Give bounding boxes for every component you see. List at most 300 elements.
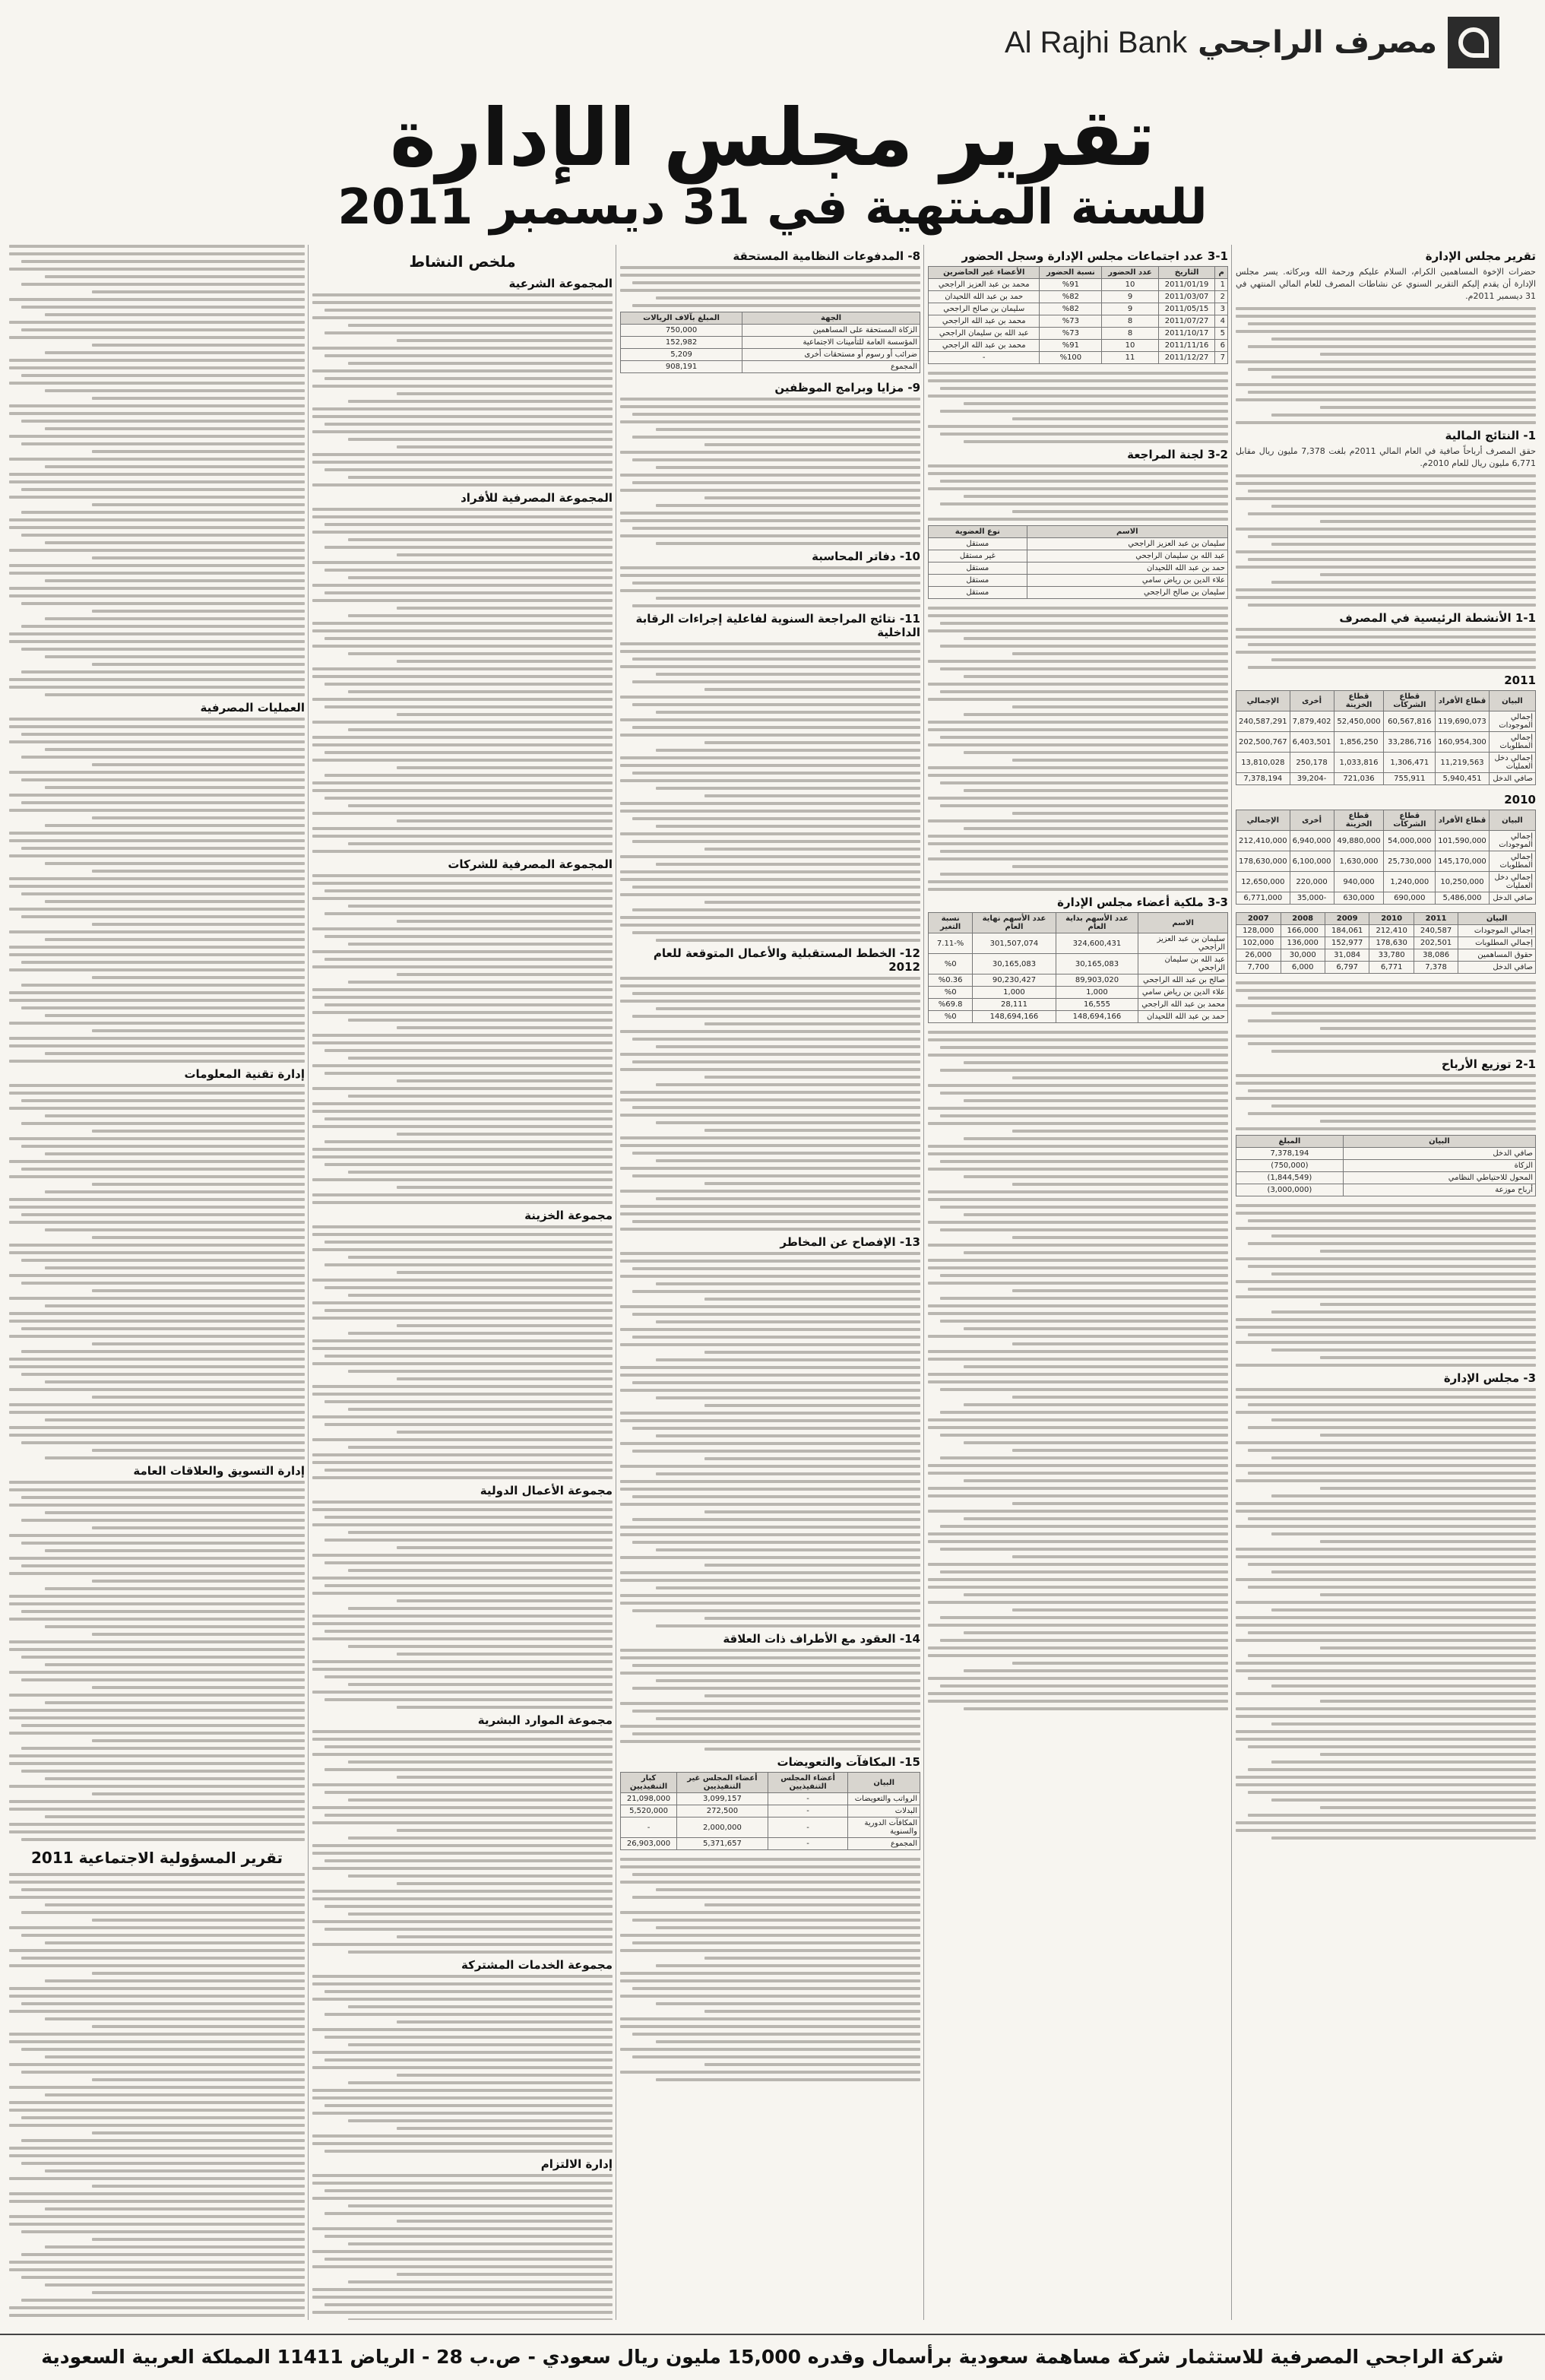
body-text bbox=[312, 2174, 613, 2320]
text-line bbox=[312, 1476, 613, 1479]
table-cell: %73 bbox=[1040, 315, 1102, 328]
text-line bbox=[928, 1038, 1228, 1041]
text-line bbox=[348, 1256, 613, 1259]
text-line bbox=[1248, 1288, 1536, 1291]
text-line bbox=[325, 2212, 613, 2215]
text-line bbox=[9, 1092, 305, 1095]
text-line bbox=[1236, 383, 1536, 386]
text-line bbox=[704, 1694, 920, 1697]
table-cell: 2011/03/07 bbox=[1158, 291, 1215, 303]
text-line bbox=[940, 1069, 1228, 1072]
text-line bbox=[940, 804, 1228, 807]
text-line bbox=[1236, 1829, 1536, 1832]
table-cell: أرباح موزعة bbox=[1343, 1184, 1535, 1196]
text-line bbox=[9, 298, 305, 301]
text-line bbox=[620, 1275, 920, 1278]
text-line bbox=[1236, 497, 1536, 500]
table-row bbox=[929, 999, 1228, 1011]
text-line bbox=[1236, 1616, 1536, 1619]
text-line bbox=[1271, 1012, 1536, 1015]
text-line bbox=[928, 1259, 1228, 1262]
text-line bbox=[9, 1365, 305, 1368]
text-line bbox=[45, 1625, 305, 1628]
text-line bbox=[656, 1586, 920, 1589]
table-cell: 240,587 bbox=[1414, 925, 1458, 937]
text-line bbox=[348, 1569, 613, 1572]
text-line bbox=[1271, 1310, 1536, 1314]
text-line bbox=[620, 1702, 920, 1705]
text-line bbox=[45, 693, 305, 696]
text-line bbox=[1320, 353, 1536, 356]
compensation-table bbox=[620, 1772, 920, 1850]
text-line bbox=[632, 1015, 920, 1018]
text-line bbox=[312, 965, 613, 968]
text-line bbox=[21, 1496, 305, 1499]
text-line bbox=[9, 2147, 305, 2150]
text-line bbox=[45, 655, 305, 658]
text-line bbox=[928, 1122, 1228, 1125]
text-line bbox=[632, 840, 920, 843]
text-line bbox=[620, 2048, 920, 2051]
text-line bbox=[632, 726, 920, 729]
text-line bbox=[325, 2258, 613, 2261]
text-line bbox=[9, 1084, 305, 1087]
text-line bbox=[9, 1198, 305, 1201]
text-line bbox=[312, 430, 613, 433]
text-line bbox=[928, 1586, 1228, 1589]
text-line bbox=[620, 405, 920, 408]
text-line bbox=[312, 1385, 613, 1388]
body-text bbox=[9, 718, 305, 1063]
text-line bbox=[1236, 421, 1536, 424]
text-line bbox=[1248, 1631, 1536, 1634]
text-line bbox=[9, 1411, 305, 1414]
text-line bbox=[928, 1692, 1228, 1695]
table-cell: %0 bbox=[929, 954, 973, 975]
text-line bbox=[312, 584, 613, 587]
section-heading: 3-1 عدد اجتماعات مجلس الإدارة وسجل الحضور bbox=[961, 249, 1228, 263]
text-line bbox=[9, 2200, 305, 2203]
text-line bbox=[9, 435, 305, 438]
table-caption: 2010 bbox=[1504, 793, 1536, 807]
segments-table-2010 bbox=[1236, 810, 1536, 905]
text-line bbox=[325, 1539, 613, 1542]
table-caption: 2011 bbox=[1504, 673, 1536, 687]
text-line bbox=[964, 1517, 1228, 1520]
table-cell: %100 bbox=[1040, 352, 1102, 364]
text-line bbox=[312, 301, 613, 304]
text-line bbox=[704, 1748, 920, 1751]
text-line bbox=[928, 395, 1228, 398]
table-cell: سليمان بن عبد العزيز الراجحي bbox=[1027, 538, 1227, 550]
text-line bbox=[45, 1266, 305, 1269]
text-line bbox=[1248, 558, 1536, 561]
text-line bbox=[21, 733, 305, 736]
text-line bbox=[325, 889, 613, 892]
text-line bbox=[632, 604, 920, 607]
text-line bbox=[1236, 1341, 1536, 1344]
text-line bbox=[928, 880, 1228, 883]
text-line bbox=[1236, 1555, 1536, 1558]
table-cell: إجمالي الموجودات bbox=[1458, 925, 1536, 937]
text-line bbox=[1012, 1502, 1228, 1505]
table-row bbox=[1236, 753, 1536, 773]
table-cell: 301,507,074 bbox=[973, 933, 1056, 954]
section-heading: 12- الخطط المستقبلية والأعمال المتوقعة للعام 2012 bbox=[653, 946, 920, 974]
bank-logo-icon bbox=[1448, 17, 1499, 68]
text-line bbox=[9, 1671, 305, 1674]
text-line bbox=[940, 1114, 1228, 1117]
text-line bbox=[632, 772, 920, 775]
text-line bbox=[620, 398, 920, 401]
text-line bbox=[325, 591, 613, 594]
text-line bbox=[1236, 1396, 1536, 1399]
text-line bbox=[312, 827, 613, 830]
text-line bbox=[21, 1519, 305, 1522]
text-line bbox=[45, 2093, 305, 2096]
text-line bbox=[1271, 1456, 1536, 1459]
table-row bbox=[929, 328, 1228, 340]
text-line bbox=[620, 519, 920, 522]
body-text bbox=[312, 508, 613, 853]
text-line bbox=[632, 1220, 920, 1223]
table-cell: 178,630,000 bbox=[1236, 851, 1290, 872]
table-cell: المكافآت الدورية والسنوية bbox=[848, 1817, 920, 1838]
section-heading: 1-1 الأنشطة الرئيسية في المصرف bbox=[1339, 611, 1536, 625]
text-line bbox=[1236, 1783, 1536, 1786]
text-line bbox=[1271, 338, 1536, 341]
table-header-cell: الجهة bbox=[742, 312, 920, 325]
text-line bbox=[928, 1152, 1228, 1155]
brand-arabic: مصرف الراجحي bbox=[1198, 25, 1437, 60]
text-line bbox=[656, 428, 920, 431]
text-line bbox=[312, 1998, 613, 2001]
body-text bbox=[928, 372, 1228, 443]
table-cell: 2011/07/27 bbox=[1158, 315, 1215, 328]
table-cell: 148,694,166 bbox=[973, 1011, 1056, 1023]
text-line bbox=[21, 1610, 305, 1613]
text-line bbox=[9, 930, 305, 933]
text-line bbox=[312, 561, 613, 564]
table-cell: إجمالي دخل العمليات bbox=[1489, 872, 1535, 892]
text-line bbox=[1236, 1525, 1536, 1528]
text-line bbox=[620, 512, 920, 515]
table-header-row bbox=[929, 267, 1228, 279]
table-cell: 721,036 bbox=[1334, 773, 1384, 785]
text-line bbox=[620, 1412, 920, 1415]
text-line bbox=[45, 389, 305, 392]
text-line bbox=[325, 1630, 613, 1633]
text-line bbox=[45, 2055, 305, 2058]
table-cell: %-7.11 bbox=[929, 933, 973, 954]
section-heading: 9- مزايا وبرامج الموظفين bbox=[774, 381, 920, 395]
segments-table-2011 bbox=[1236, 690, 1536, 785]
text-line bbox=[1236, 1578, 1536, 1581]
text-line bbox=[656, 542, 920, 545]
text-line bbox=[940, 1456, 1228, 1459]
table-row bbox=[1236, 851, 1536, 872]
body-text bbox=[312, 1225, 613, 1479]
text-line bbox=[1271, 1234, 1536, 1238]
text-line bbox=[928, 629, 1228, 632]
text-line bbox=[928, 819, 1228, 822]
table-header-row bbox=[621, 312, 920, 325]
column-divider bbox=[923, 245, 924, 2320]
body-text bbox=[620, 266, 920, 307]
regulatory-payments-table bbox=[620, 312, 920, 373]
text-line bbox=[632, 1710, 920, 1713]
text-line bbox=[928, 1540, 1228, 1543]
text-line bbox=[940, 410, 1228, 413]
table-cell: 25,730,000 bbox=[1384, 851, 1436, 872]
text-line bbox=[1236, 1662, 1536, 1665]
text-line bbox=[397, 339, 613, 342]
text-line bbox=[1236, 1212, 1536, 1215]
table-cell: %91 bbox=[1040, 279, 1102, 291]
text-line bbox=[348, 1683, 613, 1686]
text-line bbox=[312, 1087, 613, 1090]
text-line bbox=[656, 1472, 920, 1475]
text-line bbox=[928, 1084, 1228, 1087]
text-line bbox=[1236, 588, 1536, 591]
text-line bbox=[9, 2261, 305, 2264]
text-line bbox=[620, 855, 920, 858]
text-line bbox=[620, 1366, 920, 1369]
text-line bbox=[9, 1995, 305, 1998]
section-heading: 3-2 لجنة المراجعة bbox=[1127, 448, 1228, 461]
text-line bbox=[312, 1041, 613, 1044]
text-line bbox=[620, 451, 920, 454]
text-line bbox=[45, 1777, 305, 1780]
text-line bbox=[45, 1190, 305, 1193]
text-line bbox=[1320, 1303, 1536, 1306]
text-line bbox=[348, 1171, 613, 1174]
text-line bbox=[312, 2311, 613, 2314]
text-line bbox=[9, 2215, 305, 2218]
body-text bbox=[1236, 1074, 1536, 1130]
table-cell: محمد بن عبد العزيز الراجحي bbox=[929, 279, 1040, 291]
table-row bbox=[621, 1817, 920, 1838]
text-line bbox=[348, 652, 613, 655]
text-line bbox=[704, 1510, 920, 1513]
text-line bbox=[92, 1236, 305, 1239]
text-line bbox=[348, 1913, 613, 1916]
text-line bbox=[348, 1446, 613, 1449]
column-1 bbox=[1236, 245, 1536, 2320]
text-line bbox=[1248, 391, 1536, 394]
text-line bbox=[620, 756, 920, 759]
table-header-cell: التاريخ bbox=[1158, 267, 1215, 279]
text-line bbox=[21, 602, 305, 605]
text-line bbox=[632, 1987, 920, 1990]
table-cell: 30,000 bbox=[1281, 949, 1325, 962]
text-line bbox=[1248, 1517, 1536, 1520]
table-row bbox=[929, 538, 1228, 550]
text-line bbox=[397, 1079, 613, 1082]
text-line bbox=[9, 2124, 305, 2127]
text-line bbox=[9, 2306, 305, 2309]
table-cell: 240,587,291 bbox=[1236, 711, 1290, 732]
table-cell: %82 bbox=[1040, 291, 1102, 303]
table-cell: محمد بن عبد الله الراجحي bbox=[929, 340, 1040, 352]
table-cell: 54,000,000 bbox=[1384, 831, 1436, 851]
text-line bbox=[21, 915, 305, 918]
text-line bbox=[704, 1182, 920, 1185]
text-line bbox=[9, 1602, 305, 1605]
text-line bbox=[9, 1297, 305, 1300]
text-line bbox=[964, 1251, 1228, 1254]
table-header-cell: الإجمالي bbox=[1236, 810, 1290, 831]
text-line bbox=[325, 912, 613, 915]
table-header-cell: عدد الحضور bbox=[1102, 267, 1159, 279]
text-line bbox=[45, 465, 305, 468]
text-line bbox=[632, 817, 920, 820]
text-line bbox=[9, 268, 305, 271]
body-text bbox=[620, 398, 920, 545]
text-line bbox=[348, 2081, 613, 2084]
table-cell: 3,099,157 bbox=[677, 1793, 768, 1805]
text-line bbox=[9, 2268, 305, 2271]
text-line bbox=[45, 748, 305, 751]
text-line bbox=[9, 1022, 305, 1025]
text-line bbox=[325, 935, 613, 938]
text-line bbox=[9, 2223, 305, 2226]
text-line bbox=[21, 1099, 305, 1102]
table-cell: مستقل bbox=[929, 563, 1027, 575]
text-line bbox=[632, 1919, 920, 1922]
text-line bbox=[325, 1263, 613, 1266]
text-line bbox=[21, 1724, 305, 1727]
text-line bbox=[620, 977, 920, 980]
text-line bbox=[312, 1461, 613, 1464]
table-cell: 10 bbox=[1102, 279, 1159, 291]
text-line bbox=[9, 740, 305, 743]
text-line bbox=[348, 2204, 613, 2207]
text-line bbox=[9, 1388, 305, 1391]
report-header bbox=[0, 0, 1545, 236]
table-cell: 10,250,000 bbox=[1436, 872, 1490, 892]
table-row bbox=[1236, 949, 1536, 962]
table-row bbox=[929, 587, 1228, 599]
text-line bbox=[964, 789, 1228, 792]
text-line bbox=[620, 1488, 920, 1491]
table-cell: %91 bbox=[1040, 340, 1102, 352]
table-cell: 1,033,816 bbox=[1334, 753, 1384, 773]
section-heading: 15- المكافآت والتعويضات bbox=[777, 1755, 920, 1769]
text-line bbox=[632, 886, 920, 889]
table-cell: محمد بن عبد الله الراجحي bbox=[929, 315, 1040, 328]
text-line bbox=[21, 1957, 305, 1960]
text-line bbox=[312, 2182, 613, 2185]
text-line bbox=[704, 2010, 920, 2013]
table-cell: 1,000 bbox=[1056, 987, 1138, 999]
table-row bbox=[1236, 937, 1536, 949]
text-line bbox=[45, 1418, 305, 1421]
table-row bbox=[1236, 1160, 1536, 1172]
text-line bbox=[656, 1121, 920, 1124]
table-header-cell: البيان bbox=[1489, 691, 1535, 711]
text-line bbox=[348, 1095, 613, 1098]
text-line bbox=[9, 1206, 305, 1209]
table-row bbox=[929, 987, 1228, 999]
text-line bbox=[397, 660, 613, 663]
text-line bbox=[312, 721, 613, 724]
text-line bbox=[928, 1677, 1228, 1680]
section-heading: 10- دفاتر المحاسبة bbox=[812, 550, 920, 563]
text-line bbox=[312, 781, 613, 784]
text-line bbox=[9, 2040, 305, 2043]
text-line bbox=[92, 610, 305, 613]
text-line bbox=[656, 711, 920, 714]
text-line bbox=[1248, 1112, 1536, 1115]
table-cell: - bbox=[768, 1838, 848, 1850]
table-cell: 7,700 bbox=[1236, 962, 1281, 974]
text-line bbox=[9, 2192, 305, 2195]
text-line bbox=[620, 1865, 920, 1868]
text-line bbox=[92, 1130, 305, 1133]
text-line bbox=[21, 374, 305, 377]
text-line bbox=[1236, 1388, 1536, 1391]
table-row bbox=[929, 575, 1228, 587]
text-line bbox=[9, 473, 305, 476]
text-line bbox=[9, 1312, 305, 1315]
text-line bbox=[656, 1679, 920, 1682]
text-line bbox=[45, 1663, 305, 1666]
text-line bbox=[312, 1783, 613, 1786]
text-line bbox=[9, 1534, 305, 1537]
section-heading: المجموعة المصرفية للشركات bbox=[448, 857, 613, 871]
text-line bbox=[21, 2002, 305, 2005]
board-shares-table bbox=[928, 912, 1228, 1023]
text-line bbox=[325, 1990, 613, 1993]
text-line bbox=[348, 400, 613, 403]
text-line bbox=[312, 882, 613, 885]
text-line bbox=[312, 1438, 613, 1441]
text-line bbox=[21, 1678, 305, 1681]
text-line bbox=[21, 892, 305, 895]
text-line bbox=[312, 1193, 613, 1196]
text-line bbox=[1248, 1265, 1536, 1268]
text-line bbox=[92, 290, 305, 293]
table-header-cell: الاسم bbox=[1138, 913, 1228, 933]
text-line bbox=[348, 1019, 613, 1022]
text-line bbox=[92, 503, 305, 506]
table-cell: 690,000 bbox=[1384, 892, 1436, 905]
table-cell: 1,240,000 bbox=[1384, 872, 1436, 892]
text-line bbox=[325, 377, 613, 380]
section-heading: 8- المدفوعات النظامية المستحقة bbox=[733, 249, 920, 263]
text-line bbox=[1248, 1333, 1536, 1336]
table-cell: 166,000 bbox=[1281, 925, 1325, 937]
text-line bbox=[964, 675, 1228, 678]
text-line bbox=[397, 1653, 613, 1656]
brand-latin: Al Rajhi Bank bbox=[1004, 25, 1188, 59]
text-line bbox=[1271, 1272, 1536, 1276]
text-line bbox=[21, 1282, 305, 1285]
text-line bbox=[704, 1457, 920, 1460]
text-line bbox=[656, 1548, 920, 1551]
text-line bbox=[9, 1426, 305, 1429]
text-line bbox=[9, 1949, 305, 1952]
text-line bbox=[1012, 417, 1228, 420]
text-line bbox=[312, 874, 613, 877]
text-line bbox=[325, 1117, 613, 1120]
text-line bbox=[312, 1982, 613, 1985]
table-cell: 33,780 bbox=[1369, 949, 1414, 962]
text-line bbox=[325, 1768, 613, 1771]
text-line bbox=[325, 797, 613, 800]
text-line bbox=[964, 1631, 1228, 1634]
